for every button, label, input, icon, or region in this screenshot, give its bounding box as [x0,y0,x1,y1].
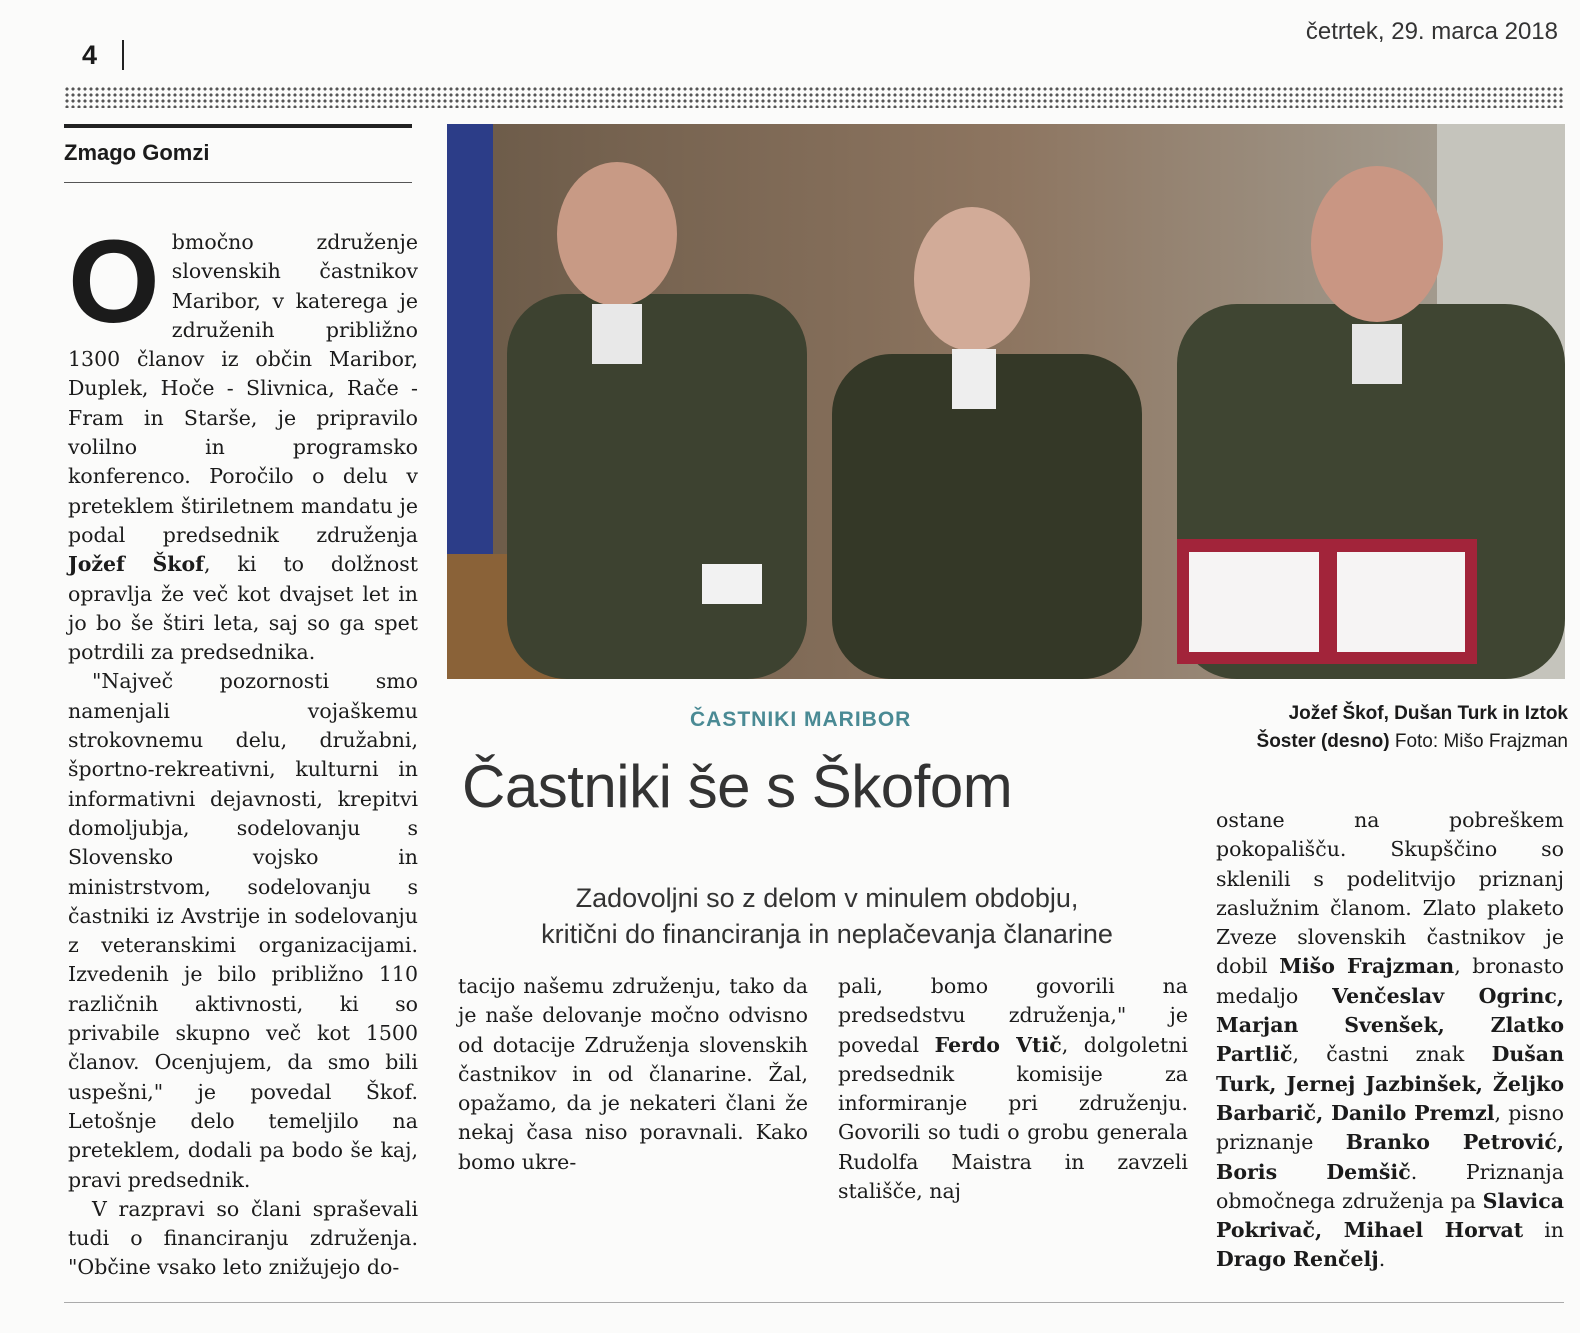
issue-date: četrtek, 29. marca 2018 [1305,18,1558,45]
col1-text-a: bmočno združenje slovenskih častnikov Maribor, v katerega je združenih približno 1300 članov iz občin Maribor, Duplek, Hoče - Slivnica, Rače - Fram in Starše, je pripravilo volilno in programsko konferenco. Poročilo o delu v preteklem štiriletnem mandatu je podal predsednik združenja [68,230,418,547]
col4-t7: . [1378,1247,1386,1272]
article-kicker: ČASTNIKI MARIBOR [690,708,912,731]
caption-names-2: Šoster (desno) [1256,731,1390,752]
drop-cap: O [68,216,160,348]
col4-t3: , častni znak [1292,1042,1465,1067]
byline-bottom-rule [64,182,412,183]
col4-t5: . Priznanja območnega združenja pa [1216,1159,1564,1213]
col3-bold-name: Ferdo Vtič [934,1032,1062,1057]
col4-b2: Venčeslav Ogrinc, Marjan Svenšek, Zlatko Partlič [1216,983,1564,1067]
dotted-header-band [64,86,1564,108]
caption-credit: Foto: Mišo Frajzman [1394,731,1568,752]
col3-text-b: , dolgoletni predsednik komisije za informiranje pri združenju. Govorili so tudi o grobu generala Rudolfa Maistra in zavzeli stališče, naj [838,1032,1188,1204]
caption-names: Jožef Škof, Dušan Turk in Iztok [1288,703,1568,724]
page-number: 4 [82,40,98,70]
col4-t4: , pisno priznanje [1216,1100,1564,1155]
col4-b4: Branko Petrović, Boris Demšič [1216,1130,1564,1184]
col4-b3: Dušan Turk, Jernej Jazbinšek, Željko Barbarič, Danilo Premzl [1216,1042,1564,1125]
award-box [702,564,762,604]
byline: Zmago Gomzi [64,140,210,165]
col4-t2: , bronasto medaljo [1216,954,1564,1008]
column-4 [1216,806,1564,1275]
col2-text: tacijo našemu združenju, tako da je naše delovanje močno odvisno od dotacije Združenja slovenskih častnikov in od članarine. Žal, opažamo, da je nekateri člani že nekaj časa niso poravnali. Kako bomo ukre- [458,974,808,1174]
column-1 [68,216,419,1283]
bottom-rule [64,1302,1564,1303]
page-number-divider [122,40,124,70]
col1-paragraph-3: V razpravi so člani spraševali tudi o financiranju združenja. "Občine vsako leto znižujejo do- [68,1196,418,1280]
col4-b5: Slavica Pokrivač, Mihael Horvat [1216,1188,1564,1243]
col4-b6: Drago Renčelj [1216,1247,1379,1272]
article-photo [447,124,1565,679]
photo-caption [1257,700,1568,756]
col4-b1: Mišo Frajzman [1279,954,1455,979]
award-folder [1177,539,1477,664]
col1-bold-name: Jožef Škof [68,552,204,577]
headline: Častniki še s Škofom [462,753,1013,820]
column-2 [458,972,808,1177]
column-3 [838,748,1188,1206]
photo-flag [447,124,493,594]
deck-line-1: Zadovoljni so z delom v minulem obdobju, [575,883,1079,913]
col1-paragraph-2: "Največ pozornosti smo namenjali vojaškemu strokovnemu delu, družabni, športno-rekreativni, kulturni in informativni dejavnosti, krepitvi domoljubja, sodelovanju s Slovensko vojsko in ministrstvom, sodelovanju s častniki iz Avstrije in sodelovanju z veteranskimi organizacijami. Izvedenih je bilo približno 110 različnih aktivnosti, ki so privabile skupno več kot 1500 članov. Ocenjujem, da smo bili uspešni," je povedal Škof. Letošnje delo temeljilo na preteklem, dodali pa bodo še kaj, pravi predsednik. [68,669,418,1192]
col4-t1: ostane na pobreškem pokopališču. Skupščino so sklenili s podelitvijo priznanj zaslužnim članom. Zlato plaketo Zveze slovenskih častnikov je dobil [1216,808,1564,979]
col3-text-a: pali, bomo govorili na predsedstvu združenja," je povedal [838,974,1188,1057]
col4-t6: in [1544,1218,1564,1243]
deck-line-2: kritični do financiranja in neplačevanja članarine [541,919,1113,949]
byline-top-rule [64,124,412,128]
col1-text-b: , ki to dolžnost opravlja že več kot dvajset let in jo bo še štiri leta, saj so ga spet potrdili za predsednika. [68,552,419,665]
